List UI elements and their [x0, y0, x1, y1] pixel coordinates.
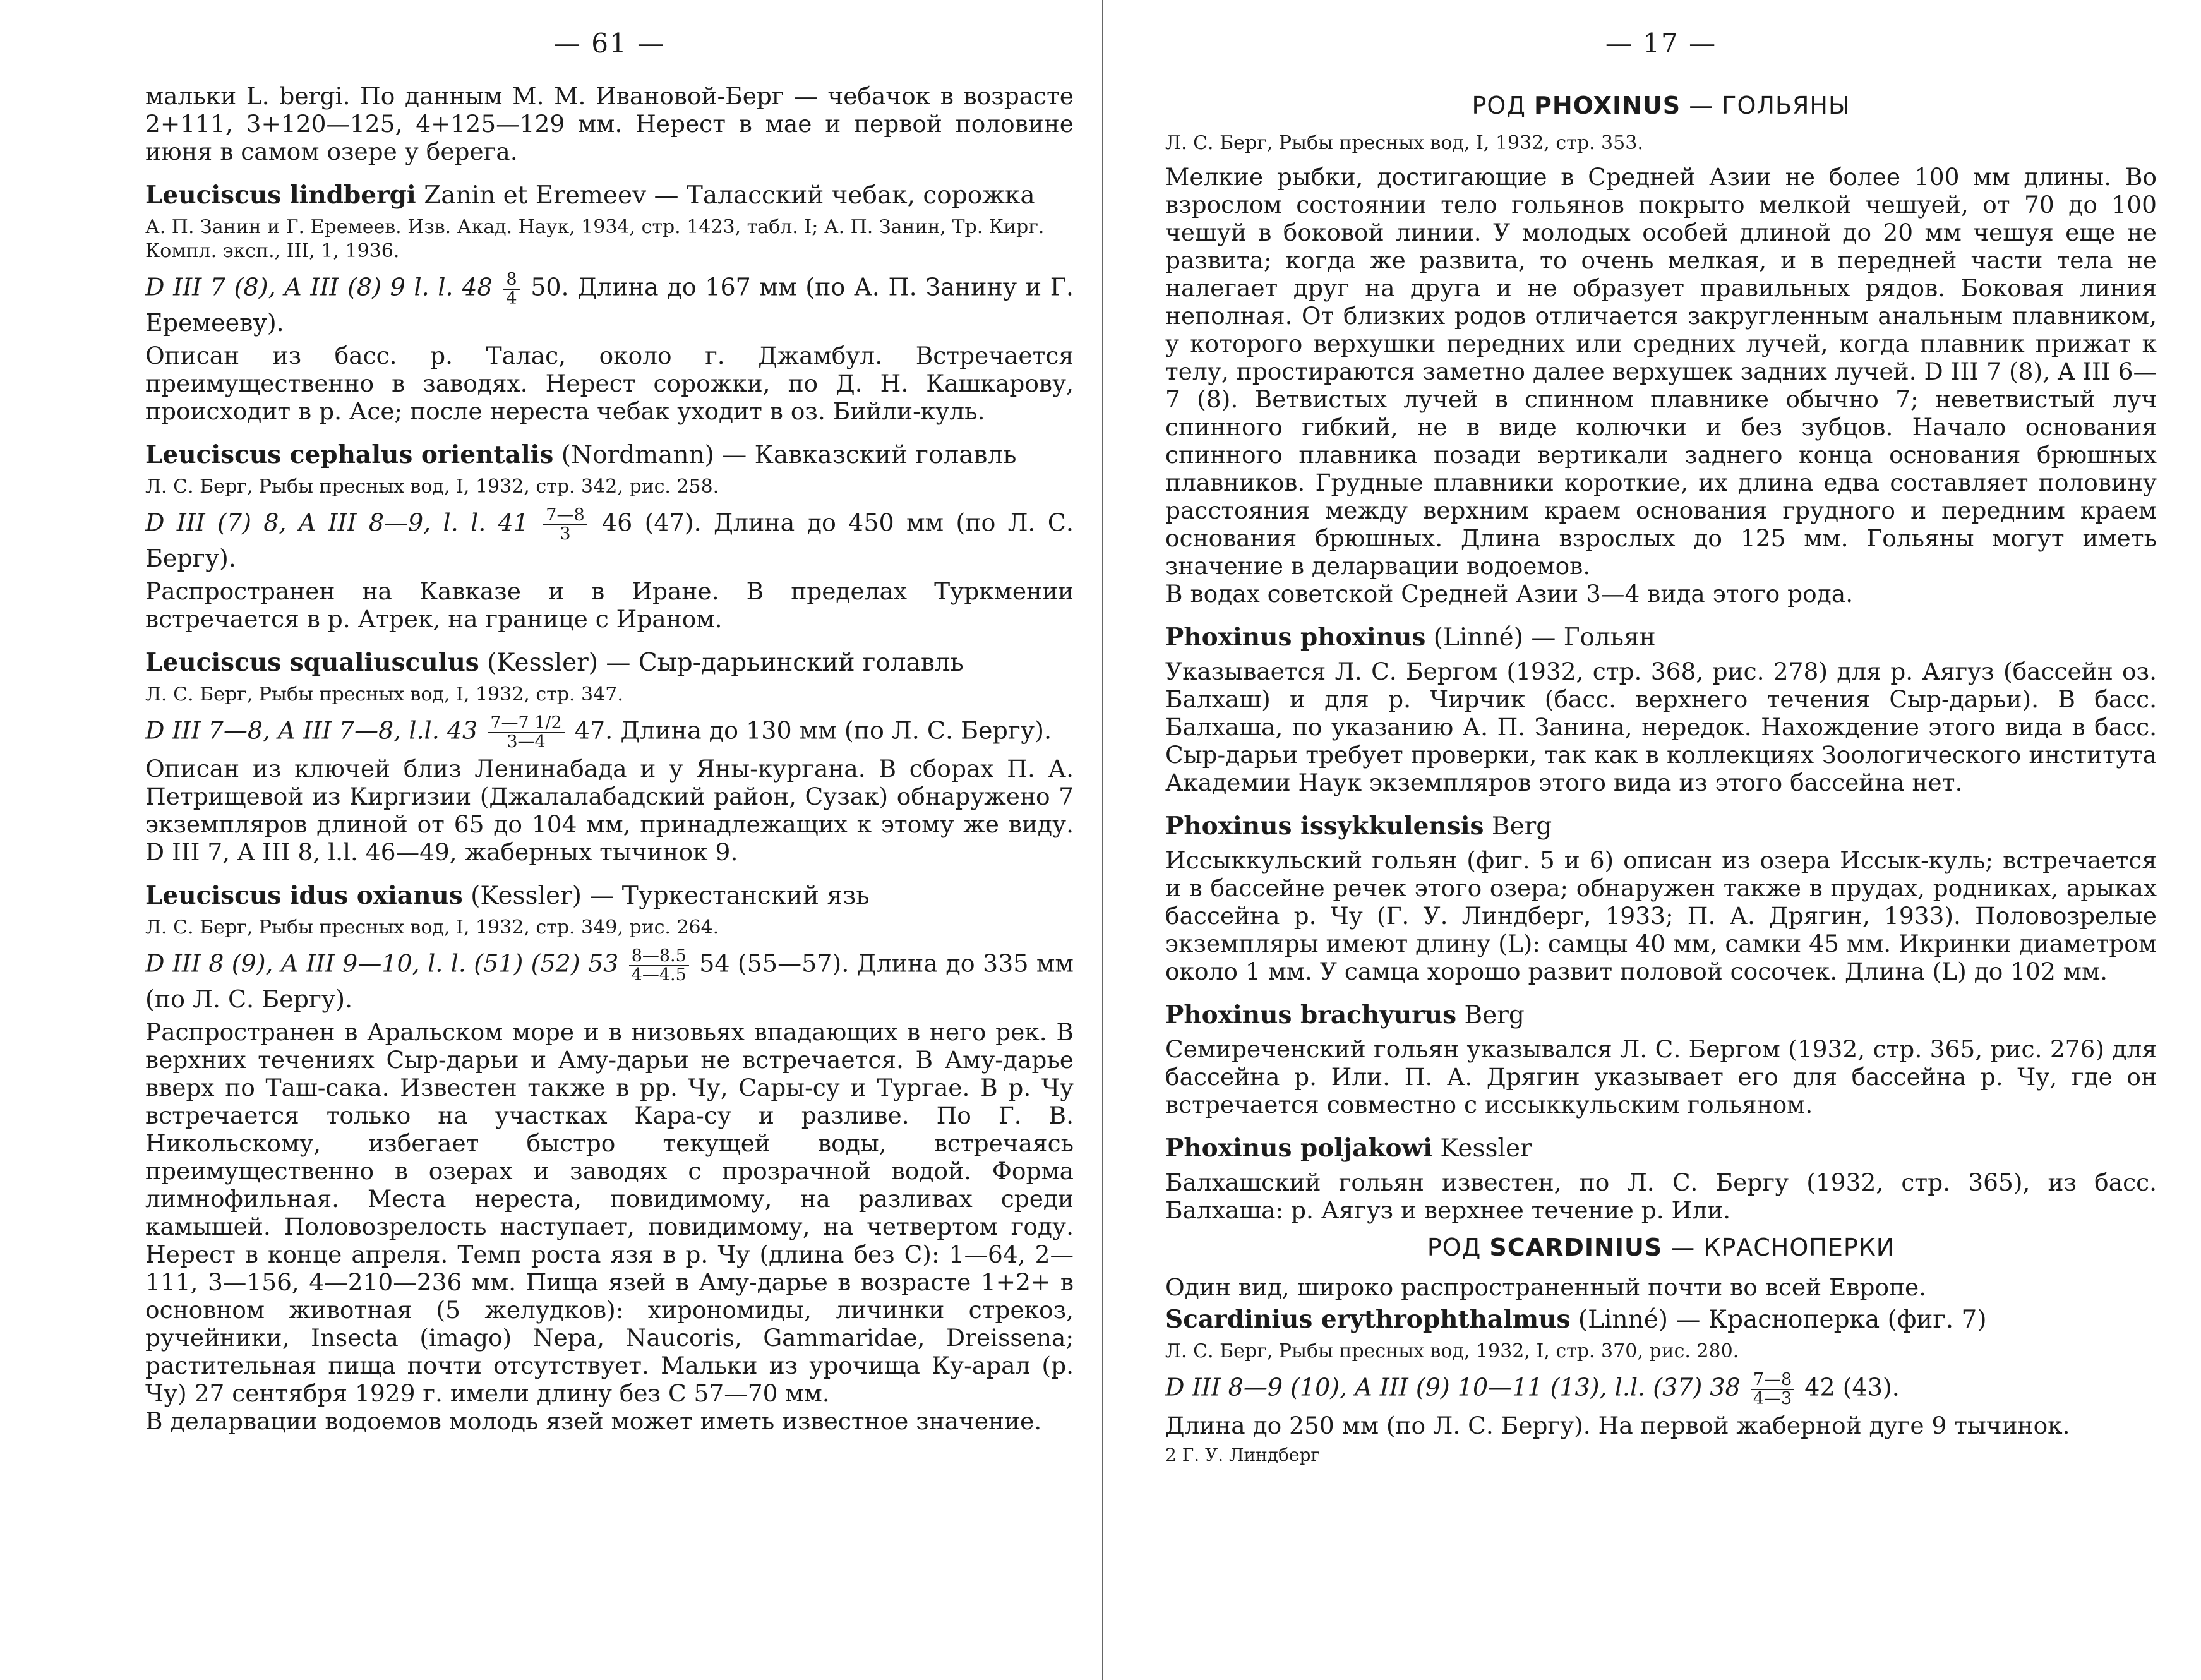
fraction [1751, 1371, 1794, 1408]
species-name: Phoxinus phoxinus [1165, 623, 1426, 652]
reference: Л. С. Берг, Рыбы пресных вод, 1932, I, стр. 370, рис. 280. [1165, 1340, 1739, 1362]
species-name: Leuciscus idus oxianus [145, 881, 463, 910]
intro-paragraph: мальки L. bergi. По данным М. М. Ивановой-Берг — чебачок в возрасте 2+111, 3+120—125, 4+125—129 мм. Нерест в мае и первой половине июня в самом озере у берега. [145, 82, 1074, 165]
meristic-formula [145, 271, 1074, 338]
formula-end: 54 (55—57). Длина до 335 мм (по Л. С. Бергу). [145, 949, 1074, 1013]
species-common-name: Таласский чебак, сорожка [686, 181, 1035, 210]
species-text: Иссыккульский гольян (фиг. 5 и 6) описан из озера Иссык-куль; встречается и в бассейне речек этого озера; обнаружен также в прудах, родниках, арыках бассейна р. Чу (Г. У. Линдберг, 1933; П. А. Дрягин, 1933). Половозрелые экземпляры имеют длину (L): самцы 40 мм, самки 45 мм. Икринки диаметром около 1 мм. У самца хорошо развит половой сосочек. Длина (L) до 102 мм. [1165, 846, 2157, 985]
caption-prefix: РОД [1427, 1233, 1482, 1261]
species-common-name: — Гольян [1531, 623, 1656, 652]
genus-note: В водах советской Средней Азии 3—4 вида этого рода. [1165, 580, 1854, 608]
meristic-formula [1165, 1371, 2157, 1408]
species-authority: Berg [1464, 1001, 1525, 1029]
fraction [629, 947, 689, 984]
species-authority: Kessler [1440, 1134, 1532, 1163]
species-text: Описан из ключей близ Ленинабада и у Яны-кургана. В сборах П. А. Петрищевой из Киргизии (Джалалабадский район, Сузак) обнаружено 7 экземпляров длиной от 65 до 104 мм, принадлежащих к этому же виду. D III 7, A III 8, l.l. 46—49, жаберных тычинок 9. [145, 755, 1074, 866]
species-common-name: Кавказский голавль [754, 441, 1017, 469]
fraction-bottom: 4 [506, 289, 517, 308]
species-name: Phoxinus issykkulensis [1165, 812, 1484, 841]
species-text: Описан из басс. р. Талас, около г. Джамбул. Встречается преимущественно в заводях. Нерест сорожки, по Д. Н. Кашкарову, происходит в р. Асе; после нереста чебак уходит в оз. Бийли-куль. [145, 342, 1074, 425]
reference: Л. С. Берг, Рыбы пресных вод, I, 1932, стр. 347. [145, 683, 623, 705]
fraction-bottom: 4—3 [1753, 1389, 1792, 1408]
fraction-top: 7—8 [543, 507, 587, 525]
right-page-number: — 17 — [1605, 28, 1717, 59]
species-text: Указывается Л. С. Бергом (1932, стр. 368, рис. 278) для р. Аягуз (бассейн оз. Балхаш) и для р. Чирчик (басс. верхнего течения Сыр-дарьи). В басс. Балхаша, по указанию А. П. Занина, нередок. Нахождение этого вида в басс. Сыр-дарьи требует проверки, так как в коллекциях Зоологического института Академии Наук экземпляров этого вида из этого бассейна нет. [1165, 657, 2157, 796]
species-text: Балхашский гольян известен, по Л. С. Бергу (1932, стр. 365), из басс. Балхаша: р. Аягуз и верхнее течение р. Или. [1165, 1168, 2157, 1224]
species-heading: Leuciscus squaliusculus (Kessler) — Сыр-дарьинский голавль [145, 648, 964, 677]
species-authority: (Linné) [1433, 623, 1523, 652]
caption-prefix: РОД [1472, 92, 1526, 119]
caption-genus-name: SCARDINIUS [1489, 1233, 1663, 1261]
species-name: Phoxinus poljakowi [1165, 1134, 1432, 1163]
left-page [0, 0, 1099, 1680]
species-name: Scardinius erythrophthalmus [1165, 1305, 1571, 1334]
species-authority: (Kessler) [471, 882, 582, 910]
closing-paragraph: В деларвации водоемов молодь язей может иметь известное значение. [145, 1407, 1042, 1435]
caption-suffix: — ГОЛЬЯНЫ [1689, 92, 1850, 119]
species-heading [1165, 1000, 2157, 1030]
formula-start: D III 8 (9), A III 9—10, l. l. (51) (52) 53 [145, 949, 619, 978]
species-authority: (Nordmann) [561, 441, 714, 469]
species-name: Leuciscus cephalus orientalis [145, 440, 554, 469]
species-name: Leuciscus squaliusculus [145, 648, 479, 677]
formula-end: 50. Длина до 167 мм (по А. П. Занину и Г. Еремееву). [145, 273, 1074, 337]
fraction-bottom: 3—4 [507, 732, 546, 752]
fraction [488, 714, 564, 751]
fraction-top: 8—8.5 [629, 947, 689, 966]
formula-start: D III (7) 8, A III 8—9, l. l. 41 [145, 508, 529, 537]
left-page-number: — 61 — [553, 28, 666, 59]
species-heading: Leuciscus idus oxianus (Kessler) — Туркестанский язь [145, 881, 870, 910]
species-heading [1165, 812, 2157, 841]
species-heading [1165, 1134, 2157, 1163]
genus-caption-scardinius [1165, 1233, 2157, 1262]
fraction [543, 507, 587, 543]
species-text: Длина до 250 мм (по Л. С. Бергу). На первой жаберной дуге 9 тычинок. [1165, 1412, 2070, 1439]
species-text: Распространен на Кавказе и в Иране. В пределах Туркмении встречается в р. Атрек, на границе с Ираном. [145, 577, 1074, 633]
species-heading: Leuciscus lindbergi Zanin et Eremeev — Таласский чебак, сорожка [145, 181, 1035, 210]
formula-end: 47. Длина до 130 мм (по Л. С. Бергу). [574, 716, 1052, 745]
formula-start: D III 8—9 (10), A III (9) 10—11 (13), l.l. (37) 38 [1165, 1373, 1741, 1401]
right-page [1108, 0, 2201, 1680]
fraction-bottom: 4—4.5 [631, 965, 687, 985]
footnote: 2 Г. У. Линдберг [1165, 1444, 1321, 1465]
formula-start: D III 7 (8), A III (8) 9 l. l. 48 [145, 273, 493, 301]
meristic-formula [145, 714, 1074, 751]
genus-description: Один вид, широко распространенный почти во всей Европе. [1165, 1273, 1927, 1301]
caption-genus-name: PHOXINUS [1534, 92, 1681, 119]
species-text: Распространен в Аральском море и в низовьях впадающих в него рек. В верхних течениях Сыр-дарьи и Аму-дарьи не встречается. В Аму-дарье вверх по Таш-сака. Известен также в рр. Чу, Сары-су и Тургае. В р. Чу встречается только на участках Кара-су и разливе. По Г. В. Никольскому, избегает быстро текущей воды, встречаясь преимущественно в озерах и заводях с прозрачной водой. Форма лимнофильная. Места нереста, повидимому, на разливах среди камышей. Половозрелость наступает, повидимому, на четвертом году. Нерест в конце апреля. Темп роста язя в р. Чу (длина без C): 1—64, 2—111, 3—156, 4—210—236 мм. Пища язей в Аму-дарье в возрасте 1+2+ в основном животная (5 желудков): хирономиды, личинки стрекоз, ручейники, Insecta (imago) Nepa, Naucoris, Gammaridae, Dreissena; растительная пища почти отсутствует. Мальки из урочища Ку-арал (р. Чу) 27 сентября 1929 г. имели длину без C 57—70 мм. [145, 1018, 1074, 1407]
reference: Л. С. Берг, Рыбы пресных вод, I, 1932, стр. 353. [1165, 132, 1643, 154]
reference: Л. С. Берг, Рыбы пресных вод, I, 1932, стр. 342, рис. 258. [145, 476, 719, 498]
species-common-name: Сыр-дарьинский голавль [638, 649, 964, 677]
genus-description: Мелкие рыбки, достигающие в Средней Азии не более 100 мм длины. Во взрослом состоянии тело гольянов покрыто мелкой чешуей, от 70 до 100 чешуй в боковой линии. У молодых особей длиной до 20 мм чешуя еще не развита; когда же развита, то очень мелкая, и в передней части тела не налегает друг на друга и не образует правильных рядов. Боковая линия неполная. От близких родов отличается закругленным анальным плавником, у которого верхушки передних или средних лучей, когда плавник прижат к телу, простираются заметно далее верхушек задних лучей. D III 7 (8), A III 6—7 (8). Ветвистых лучей в спинном плавнике обычно 7; неветвистый луч спинного гибкий, не в виде колючки и без зубцов. Начало основания спинного плавника позади вертикали заднего конца основания брюшных плавников. Грудные плавники короткие, их длина едва составляет половину расстояния между верхним краем основания грудного и передним краем основания брюшных. Длина взрослых до 125 мм. Гольяны могут иметь значение в деларвации водоемов. [1165, 163, 2157, 580]
fraction-top: 7—7 1/2 [488, 714, 564, 733]
species-heading [1165, 1305, 2157, 1335]
fraction-top: 7—8 [1751, 1371, 1794, 1390]
species-authority: Zanin et Eremeev [424, 181, 647, 210]
reference: Л. С. Берг, Рыбы пресных вод, I, 1932, стр. 349, рис. 264. [145, 916, 719, 939]
species-common-name: — Красноперка (фиг. 7) [1676, 1305, 1987, 1334]
caption-suffix: — КРАСНОПЕРКИ [1670, 1233, 1895, 1261]
fraction [503, 271, 519, 308]
fraction-top: 8 [503, 271, 519, 290]
species-heading [1165, 623, 2157, 652]
reference: А. П. Занин и Г. Еремеев. Изв. Акад. Наук, 1934, стр. 1423, табл. I; А. П. Занин, Тр. Кирг. Компл. эксп., III, 1, 1936. [145, 216, 1045, 262]
formula-end: 46 (47). Длина до 450 мм (по Л. С. Бергу). [145, 508, 1074, 572]
meristic-formula [145, 507, 1074, 573]
species-name: Phoxinus brachyurus [1165, 1000, 1457, 1029]
meristic-formula [145, 947, 1074, 1014]
species-heading: Leuciscus cephalus orientalis (Nordmann) — Кавказский голавль [145, 440, 1017, 469]
species-text: Семиреченский гольян указывался Л. С. Бергом (1932, стр. 365, рис. 276) для бассейна р. Или. П. А. Дрягин указывает его для бассейна р. Чу, где он встречается совместно с иссыккульским гольяном. [1165, 1035, 2157, 1119]
fraction-bottom: 3 [560, 524, 571, 544]
page-gutter [1102, 0, 1103, 1680]
species-common-name: Туркестанский язь [621, 882, 870, 910]
genus-caption-phoxinus [1165, 91, 2157, 120]
species-name: Leuciscus lindbergi [145, 181, 416, 210]
formula-end: 42 (43). [1804, 1373, 1900, 1401]
species-authority: Berg [1491, 812, 1552, 841]
species-authority: (Linné) [1578, 1305, 1669, 1334]
formula-start: D III 7—8, A III 7—8, l.l. 43 [145, 716, 478, 745]
species-authority: (Kessler) [487, 649, 599, 677]
